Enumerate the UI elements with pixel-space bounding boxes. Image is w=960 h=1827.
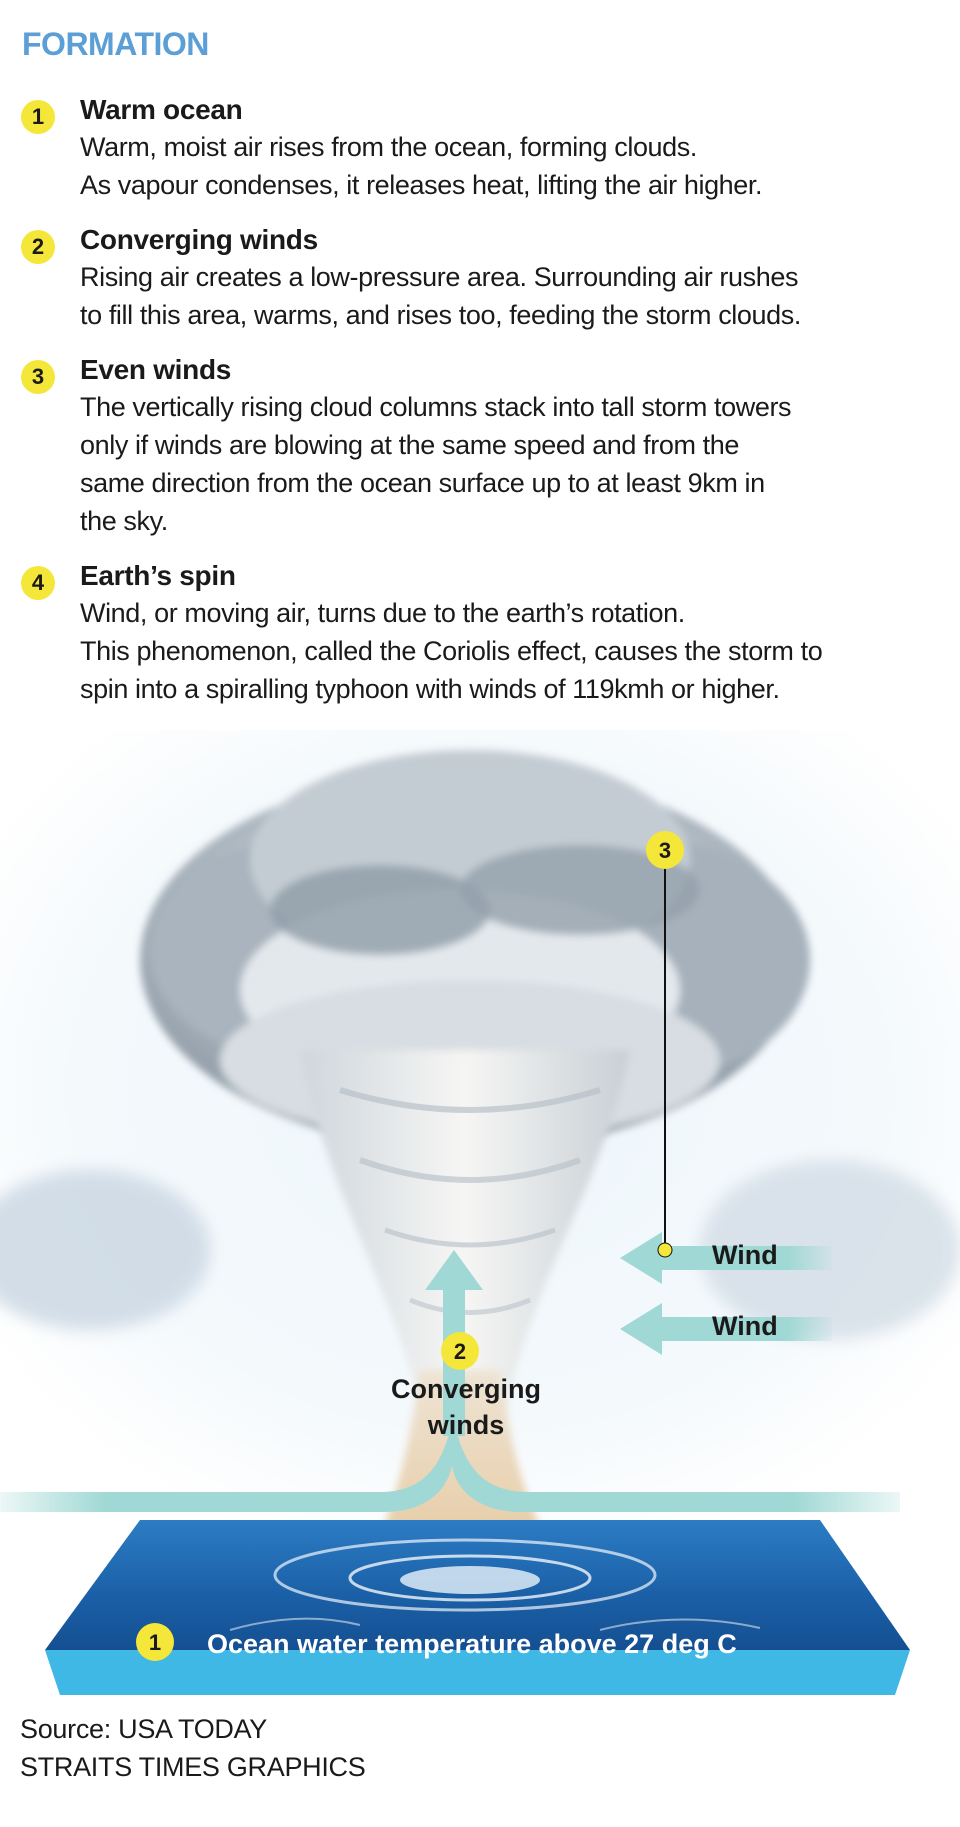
description-line: Warm, moist air rises from the ocean, forming clouds. [80, 132, 697, 162]
marker-2-number: 2 [453, 1339, 467, 1364]
converging-label-line2: winds [427, 1410, 505, 1440]
typhoon-diagram [0, 730, 960, 1710]
step-converging-winds [0, 222, 960, 334]
step-title: Earth’s spin [80, 560, 236, 591]
step-number-badge: 2 [21, 230, 55, 264]
ocean-block [45, 1520, 910, 1695]
description-line: Wind, or moving air, turns due to the earth’s rotation. [80, 598, 685, 628]
step-title: Converging winds [80, 224, 318, 255]
description-line: This phenomenon, called the Coriolis effect, causes the storm to [80, 636, 823, 666]
section-heading: FORMATION [22, 26, 209, 62]
footer [20, 1710, 365, 1786]
description-line: The vertically rising cloud columns stack into tall storm towers [80, 392, 792, 422]
converging-label-line1: Converging [390, 1374, 542, 1404]
step-title: Even winds [80, 354, 232, 385]
marker-3-number: 3 [658, 838, 672, 863]
typhoon-illustration [0, 730, 960, 1710]
steps-list [0, 92, 960, 726]
step-description [80, 128, 950, 204]
marker-2 [441, 1332, 479, 1370]
ocean-temperature-label: Ocean water temperature above 27 deg C [207, 1629, 737, 1659]
description-line: As vapour condenses, it releases heat, lifting the air higher. [80, 170, 763, 200]
description-line: to fill this area, warms, and rises too, feeding the storm clouds. [80, 300, 801, 330]
wind-label-lower: Wind [712, 1311, 778, 1341]
description-line: the sky. [80, 506, 168, 536]
description-line: spin into a spiralling typhoon with winds of 119kmh or higher. [80, 674, 780, 704]
source-credit: Source: USA TODAY [20, 1714, 268, 1744]
marker-1 [136, 1623, 174, 1661]
step-warm-ocean [0, 92, 960, 204]
step-earths-spin [0, 558, 960, 708]
step-number-badge: 3 [21, 360, 55, 394]
marker-3 [646, 831, 684, 869]
step-title: Warm ocean [80, 94, 243, 125]
leader-dot [658, 1243, 672, 1257]
publisher-credit: STRAITS TIMES GRAPHICS [20, 1752, 366, 1782]
step-even-winds [0, 352, 960, 540]
marker-1-number: 1 [148, 1630, 162, 1655]
description-line: only if winds are blowing at the same speed and from the [80, 430, 739, 460]
step-number-badge: 4 [21, 566, 55, 600]
step-number-badge: 1 [21, 100, 55, 134]
step-description [80, 388, 950, 540]
wind-label-upper: Wind [712, 1240, 778, 1270]
step-description [80, 258, 950, 334]
description-line: same direction from the ocean surface up to at least 9km in [80, 468, 765, 498]
description-line: Rising air creates a low-pressure area. Surrounding air rushes [80, 262, 799, 292]
step-description [80, 594, 950, 708]
